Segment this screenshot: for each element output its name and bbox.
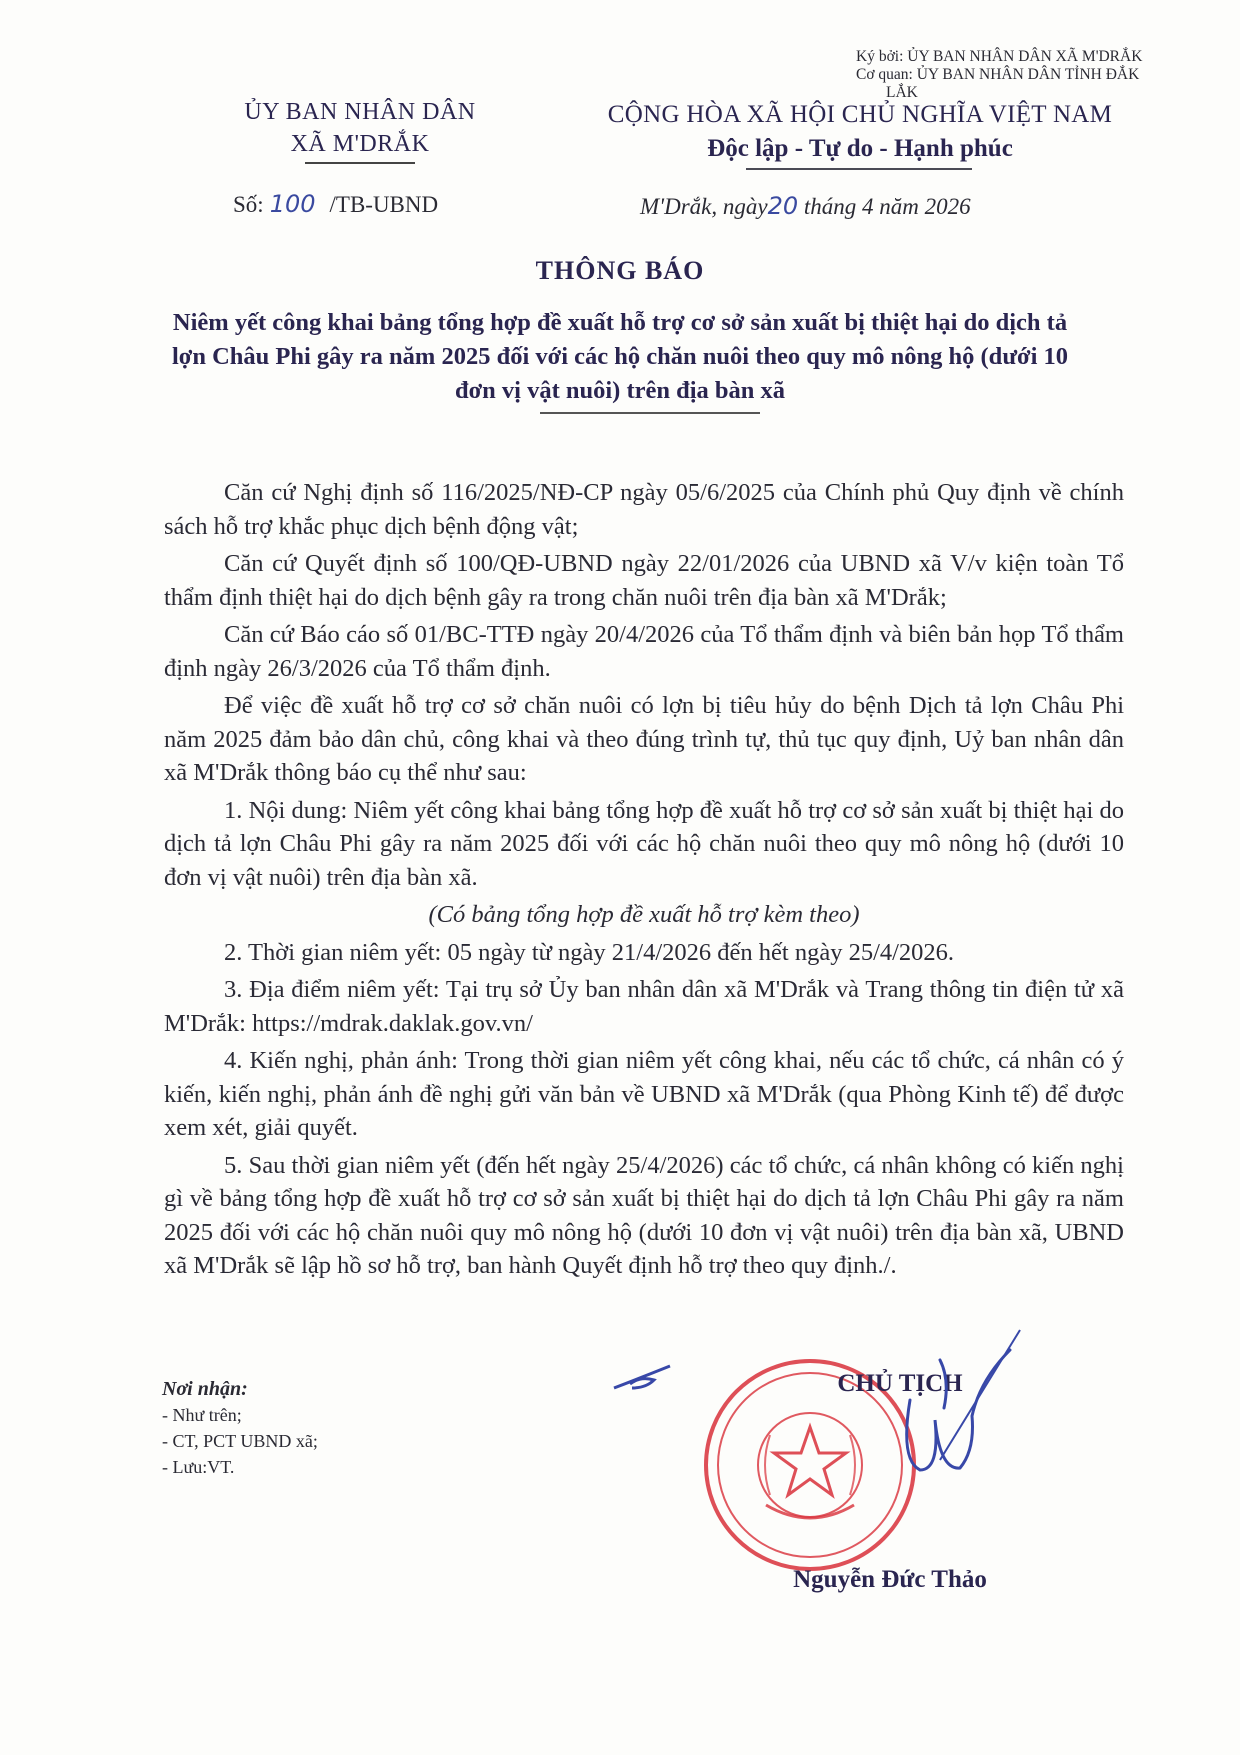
date-day-handwritten: 20 bbox=[767, 192, 799, 220]
paragraph-item-1: 1. Nội dung: Niêm yết công khai bảng tổng hợp đề xuất hỗ trợ cơ sở sản xuất bị thiệt hại do dịch tả lợn Châu Phi gây ra năm 2025 đối với các hộ chăn nuôi theo quy mô nông hộ (dưới 10 đơn vị vật nuôi) trên địa bàn xã. bbox=[164, 796, 1124, 891]
nation-motto: Độc lập - Tự do - Hạnh phúc bbox=[707, 135, 1013, 162]
recipients-block bbox=[162, 1376, 318, 1480]
paragraph-legal-basis-2: Căn cứ Quyết định số 100/QĐ-UBND ngày 22/01/2026 của UBND xã V/v kiện toàn Tổ thẩm định thiệt hại do dịch bệnh gây ra trong chăn nuôi trên địa bàn xã M'Drắk; bbox=[164, 550, 1124, 611]
digital-signature-agency: Cơ quan: ỦY BAN NHÂN DÂN TỈNH ĐẮK bbox=[856, 66, 1140, 83]
notice-heading: THÔNG BÁO bbox=[535, 256, 705, 285]
national-header bbox=[560, 98, 1160, 166]
handwritten-signature-icon bbox=[880, 1320, 1060, 1520]
digital-signature-agency-cont: LẮK bbox=[886, 84, 918, 101]
paragraph-legal-basis-1: Căn cứ Nghị định số 116/2025/NĐ-CP ngày 05/6/2025 của Chính phủ Quy định về chính sách hỗ trợ khắc phục dịch bệnh động vật; bbox=[164, 479, 1124, 540]
subtitle-underline bbox=[540, 412, 760, 414]
recipients-heading: Nơi nhận: bbox=[162, 1378, 248, 1400]
doc-number-suffix: /TB-UBND bbox=[329, 192, 439, 217]
nation-title: CỘNG HÒA XÃ HỘI CHỦ NGHĨA VIỆT NAM bbox=[607, 101, 1113, 128]
paragraph-legal-basis-3: Căn cứ Báo cáo số 01/BC-TTĐ ngày 20/4/2026 của Tổ thẩm định và biên bản họp Tổ thẩm định ngày 26/3/2026 của Tổ thẩm định. bbox=[164, 621, 1124, 682]
signer-position: CHỦ TỊCH bbox=[837, 1370, 963, 1397]
initial-mark-icon bbox=[610, 1358, 690, 1398]
agency-line-2: XÃ M'DRẮK bbox=[290, 131, 430, 157]
paragraph-purpose: Để việc đề xuất hỗ trợ cơ sở chăn nuôi có lợn bị tiêu hủy do bệnh Dịch tả lợn Châu Phi năm 2025 đảm bảo dân chủ, công khai và theo đúng trình tự, thủ tục quy định, Uỷ ban nhân dân xã M'Drắk thông báo cụ thể như sau: bbox=[164, 692, 1124, 786]
recipient-item: - Lưu:VT. bbox=[162, 1457, 235, 1477]
recipient-item: - Như trên; bbox=[162, 1405, 242, 1425]
agency-underline bbox=[305, 162, 415, 164]
digital-signature-signer: Ký bởi: ỦY BAN NHÂN DÂN XÃ M'DRẮK bbox=[856, 48, 1143, 65]
paragraph-item-4: 4. Kiến nghị, phản ánh: Trong thời gian niêm yết công khai, nếu các tổ chức, cá nhân có ý kiến, kiến nghị, phản ánh đề nghị gửi văn bản về UBND xã M'Drắk (qua Phòng Kinh tế) để được xem xét, giải quyết. bbox=[164, 1047, 1124, 1141]
document-body bbox=[164, 476, 1124, 1287]
date-suffix: tháng 4 năm 2026 bbox=[803, 194, 971, 219]
paragraph-item-5: 5. Sau thời gian niêm yết (đến hết ngày 25/4/2026) các tổ chức, cá nhân không có kiến nghị gì về bảng tổng hợp đề xuất hỗ trợ cơ sở sản xuất bị thiệt hại do dịch tả lợn Châu Phi gây ra năm 2025 đối với các hộ chăn nuôi quy mô nông hộ (dưới 10 đơn vị vật nuôi) trên địa bàn xã, UBND xã M'Drắk sẽ lập hồ sơ hỗ trợ, ban hành Quyết định hỗ trợ theo quy định./. bbox=[164, 1151, 1124, 1279]
signer-name: Nguyễn Đức Thảo bbox=[793, 1566, 987, 1593]
paragraph-item-2: 2. Thời gian niêm yết: 05 ngày từ ngày 21/4/2026 đến hết ngày 25/4/2026. bbox=[224, 938, 955, 966]
issuing-agency bbox=[200, 96, 520, 164]
paragraph-item-3: 3. Địa điểm niêm yết: Tại trụ sở Ủy ban nhân dân xã M'Drắk và Trang thông tin điện tử xã M'Drắk: https://mdrak.daklak.gov.vn/ bbox=[164, 976, 1124, 1037]
place-date bbox=[640, 192, 971, 220]
agency-line-1: ỦY BAN NHÂN DÂN bbox=[244, 99, 476, 125]
doc-number-handwritten: 100 bbox=[269, 190, 316, 218]
motto-underline bbox=[746, 168, 972, 170]
date-prefix: M'Drắk, ngày bbox=[640, 194, 768, 219]
paragraph-attachment-note: (Có bảng tổng hợp đề xuất hỗ trợ kèm theo) bbox=[428, 901, 860, 928]
notice-subtitle: Niêm yết công khai bảng tổng hợp đề xuất hỗ trợ cơ sở sản xuất bị thiệt hại do dịch tả lợn Châu Phi gây ra năm 2025 đối với các hộ chăn nuôi theo quy mô nông hộ (dưới 10 đơn vị vật nuôi) trên địa bàn xã bbox=[171, 309, 1069, 404]
doc-number-prefix: Số: bbox=[233, 192, 264, 217]
digital-signature-info bbox=[856, 48, 1216, 102]
recipient-item: - CT, PCT UBND xã; bbox=[162, 1431, 318, 1451]
document-number bbox=[233, 190, 438, 218]
